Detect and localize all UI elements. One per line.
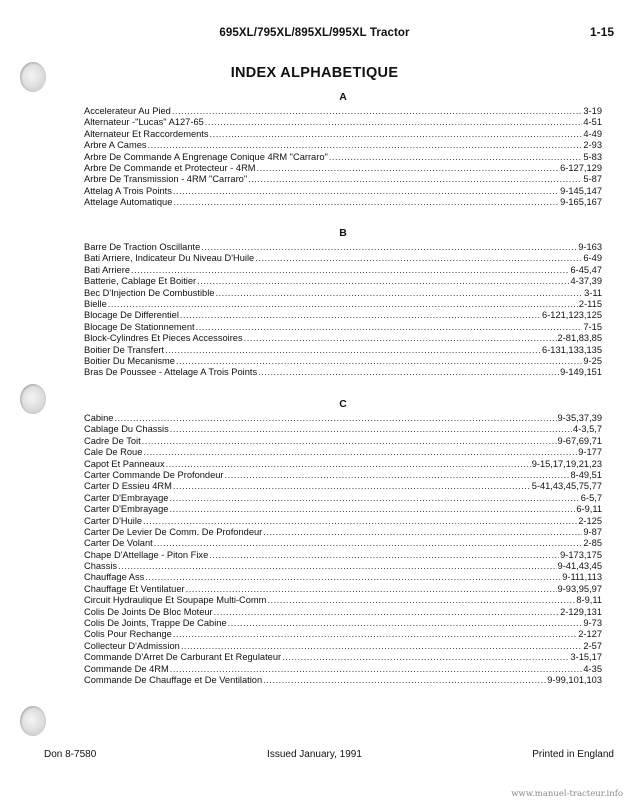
index-entry [84,288,602,299]
entry-name: Boitier Du Mecanisme [84,355,175,366]
entry-name: Attelage Automatique [84,197,173,208]
entry-page-ref: 2-125 [578,515,602,526]
entry-page-ref: 2-81,83,85 [557,333,602,344]
entry-name: Carter D'Embrayage [84,492,169,503]
entry-page-ref: 2-115 [578,298,602,309]
entry-page-ref: 9-67,69,71 [557,435,602,446]
footer-printed-in: Printed in England [532,749,614,760]
index-entry [84,436,602,447]
entry-page-ref: 9-15,17,19,21,23 [531,458,602,469]
index-entry [84,538,602,549]
index-entry [84,117,602,128]
index-title: INDEX ALPHABETIQUE [230,65,399,81]
entry-page-ref: 2-57 [583,640,602,651]
entry-page-ref: 6-9,11 [576,504,602,515]
index-entry [84,276,602,287]
section-letter: C [339,398,347,410]
dot-leader [143,516,577,527]
dot-leader [201,242,577,253]
dot-leader [165,345,541,356]
entry-name: Carter D'Huile [84,515,143,526]
index-entry [84,299,602,310]
entry-page-ref: 2-127 [578,629,602,640]
index-entry [84,561,602,572]
dot-leader [170,424,572,435]
entry-name: Carter Commande De Profondeur [84,469,224,480]
dot-leader [197,276,569,287]
dot-leader [173,481,531,492]
dot-leader [282,652,569,663]
dot-leader [131,265,569,276]
index-entry [84,618,602,629]
index-entry [84,174,602,185]
entry-name: Batterie, Cablage Et Boitier [84,276,197,287]
index-entry [84,459,602,470]
entry-page-ref: 6-127,129 [560,162,602,173]
index-entry [84,310,602,321]
binder-hole-bottom [20,706,46,736]
index-entry [84,265,602,276]
entry-page-ref: 6-5,7 [580,492,602,503]
dot-leader [228,618,583,629]
footer-document-number: Don 8-7580 [44,749,97,760]
entry-page-ref: 4-37,39 [570,276,602,287]
entry-name: Carter D'Embrayage [84,504,169,515]
entry-page-ref: 9-173,175 [560,549,602,560]
dot-leader [118,561,556,572]
dot-leader [267,595,575,606]
dot-leader [329,152,583,163]
entry-name: Alternateur Et Raccordements [84,128,209,139]
dot-leader [166,459,531,470]
dot-leader [263,527,582,538]
entry-page-ref: 8-49,51 [570,469,602,480]
entry-name: Bielle [84,298,107,309]
watermark: www.manuel-tracteur.info [511,789,623,799]
entry-page-ref: 5-41,43,45,75,77 [531,481,602,492]
dot-leader [209,550,559,561]
index-entry [84,356,602,367]
entry-name: Cale De Roue [84,447,143,458]
entry-page-ref: 9-177 [578,447,602,458]
entry-page-ref: 3-19 [583,106,602,116]
dot-leader [255,253,582,264]
entry-name: Chape D'Attellage - Piton Fixe [84,549,209,560]
index-entry [84,424,602,435]
dot-leader [180,310,541,321]
dot-leader [169,493,579,504]
entry-name: Circuit Hydraulique Et Soupape Multi-Comm [84,595,267,606]
index-entry [84,152,602,163]
index-entry [84,197,602,208]
dot-leader [263,675,546,686]
dot-leader [173,629,577,640]
index-entry [84,595,602,606]
entry-page-ref: 2-93 [583,140,602,151]
entry-name: Bec D'Injection De Combustible [84,287,215,298]
dot-leader [143,447,577,458]
entry-name: Commande D'Arret De Carburant Et Regulateur [84,652,282,663]
entry-page-ref: 2-85 [583,538,602,549]
index-entry [84,607,602,618]
entry-name: Accelerateur Au Pied [84,106,171,116]
index-entry [84,675,602,686]
binder-hole-middle [20,384,46,414]
entry-name: Alternateur -"Lucas" A127-65 [84,117,204,128]
dot-leader [114,413,556,424]
index-entry [84,584,602,595]
index-entry [84,572,602,583]
entry-page-ref: 9-87 [583,526,602,537]
entry-page-ref: 4-3,5,7 [573,424,602,435]
index-entry [84,367,602,378]
index-entry [84,664,602,675]
index-section-b [84,227,602,379]
index-entry [84,333,602,344]
entry-name: Bati Arriere, Indicateur Du Niveau D'Huile [84,253,255,264]
dot-leader [186,584,557,595]
dot-leader [148,140,583,151]
entry-name: Cablage Du Chassis [84,424,169,435]
index-entry [84,106,602,117]
dot-leader [257,163,560,174]
dot-leader [142,436,557,447]
entry-page-ref: 5-87 [583,174,602,185]
index-entry [84,470,602,481]
entry-page-ref: 9-145,147 [560,185,602,196]
index-entry [84,504,602,515]
dot-leader [210,129,583,140]
dot-leader [154,538,583,549]
entry-name: Chassis [84,561,118,572]
index-entry [84,481,602,492]
entry-name: Bras De Poussee - Attelage A Trois Points [84,367,258,378]
index-entry [84,345,602,356]
dot-leader [145,572,561,583]
entry-name: Chauffage Et Ventilatuer [84,583,185,594]
index-section-c [84,398,602,686]
index-entry [84,493,602,504]
index-entry [84,641,602,652]
index-entry [84,163,602,174]
dot-leader [173,197,559,208]
index-entry [84,550,602,561]
entry-page-ref: 6-49 [583,253,602,264]
entry-name: Blocage De Stationnement [84,321,195,332]
index-entry [84,242,602,253]
entry-page-ref: 6-121,123,125 [542,310,602,321]
entry-name: Block-Cylindres Et Pieces Accessoires [84,333,243,344]
section-letter: B [339,227,347,239]
dot-leader [258,367,559,378]
dot-leader [214,607,559,618]
index-entry [84,652,602,663]
footer-issue-date: Issued January, 1991 [267,749,362,760]
index-entry [84,447,602,458]
dot-leader [225,470,570,481]
index-entry [84,413,602,424]
entry-page-ref: 6-45,47 [570,264,602,275]
entry-page-ref: 9-73 [583,618,602,629]
entry-page-ref: 9-41,43,45 [557,561,602,572]
index-entry [84,186,602,197]
entry-page-ref: 9-99,101,103 [547,674,602,685]
entry-name: Commande De Chauffage et De Ventilation [84,674,263,685]
entry-page-ref: 8-9,11 [576,595,602,606]
entry-name: Arbre De Commande A Engrenage Conique 4RM "Carraro" [84,151,328,162]
entry-name: Colis De Joints De Bloc Moteur [84,606,213,617]
entry-name: Commande De 4RM [84,663,169,674]
document-header-title: 695XL/795XL/895XL/995XL Tractor [219,27,410,39]
dot-leader [215,288,583,299]
entry-name: Arbre De Commande et Protecteur - 4RM [84,162,256,173]
dot-leader [244,333,557,344]
entry-page-ref: 9-25 [583,355,602,366]
index-entry [84,527,602,538]
entry-name: Bati Arriere [84,264,130,275]
entry-name: Chauffage Ass [84,572,145,583]
dot-leader [176,356,582,367]
entry-name: Colis De Joints, Trappe De Cabine [84,618,227,629]
entry-page-ref: 4-35 [583,663,602,674]
entry-name: Attelag A Trois Points [84,185,172,196]
entry-name: Cabine [84,413,114,423]
entry-page-ref: 3-11 [584,287,602,298]
entry-name: Cadre De Toit [84,435,141,446]
entry-name: Boitier De Transfert [84,344,165,355]
entry-page-ref: 5-83 [583,151,602,162]
entry-name: Colis Pour Rechange [84,629,172,640]
entry-name: Carter De Levier De Comm. De Profondeur [84,526,263,537]
entry-page-ref: 4-51 [583,117,602,128]
entry-page-ref: 2-129,131 [560,606,602,617]
dot-leader [173,186,559,197]
entry-name: Arbre A Cames [84,140,147,151]
dot-leader [248,174,582,185]
page-number: 1-15 [589,25,614,39]
section-letter: A [339,91,347,103]
entry-name: Barre De Traction Oscillante [84,242,201,252]
index-entry [84,140,602,151]
entry-name: Collecteur D'Admission [84,640,180,651]
entry-page-ref: 4-49 [583,128,602,139]
dot-leader [172,106,583,117]
entry-name: Blocage De Differentiel [84,310,179,321]
dot-leader [196,322,583,333]
dot-leader [169,504,575,515]
dot-leader [108,299,578,310]
index-entry [84,629,602,640]
index-entry [84,253,602,264]
entry-page-ref: 7-15 [583,321,602,332]
entry-page-ref: 3-15,17 [570,652,602,663]
index-section-a [84,91,602,209]
entry-page-ref: 9-35,37,39 [557,413,602,423]
entry-page-ref: 9-149,151 [560,367,602,378]
entry-name: Arbre De Transmission - 4RM "Carraro" [84,174,248,185]
index-entry [84,322,602,333]
entry-page-ref: 6-131,133,135 [542,344,602,355]
entry-page-ref: 9-165,167 [560,197,602,208]
entry-page-ref: 9-111,113 [562,572,602,583]
entry-page-ref: 9-93,95,97 [557,583,602,594]
index-entry [84,516,602,527]
entry-name: Carter D Essieu 4RM [84,481,172,492]
dot-leader [170,664,583,675]
entry-page-ref: 9-163 [578,242,602,252]
dot-leader [205,117,583,128]
entry-name: Carter De Volant [84,538,153,549]
index-entry [84,129,602,140]
dot-leader [181,641,583,652]
entry-name: Capot Et Panneaux [84,458,165,469]
